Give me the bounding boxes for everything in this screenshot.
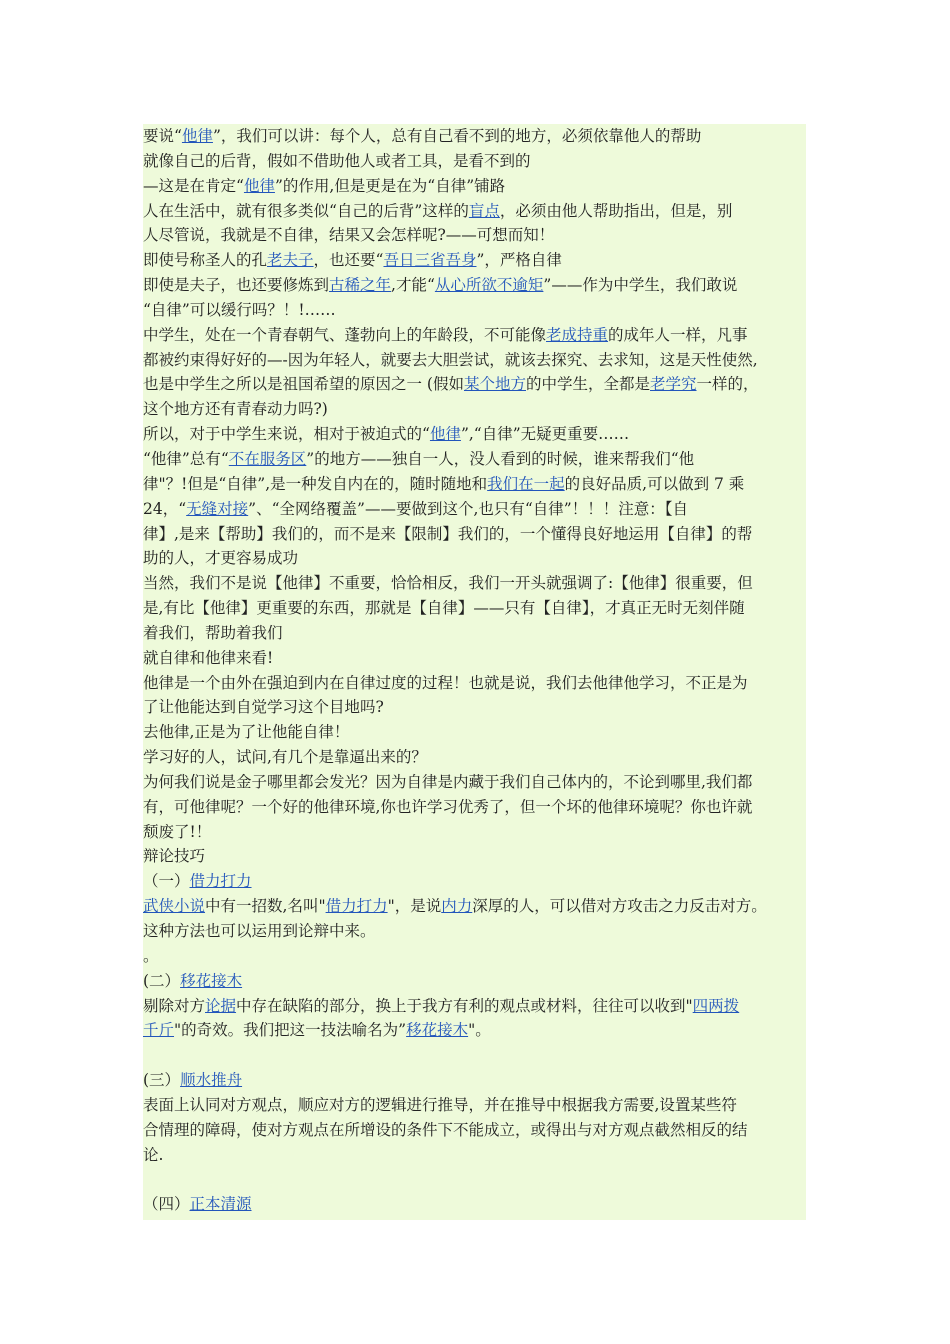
- hyperlink[interactable]: 某个地方: [463, 375, 526, 394]
- text-segment: 的良好品质,可以做到 7 乘: [564, 474, 745, 493]
- text-line: [143, 273, 806, 298]
- text-segment: 深厚的人，可以借对方攻击之力反击对方。: [472, 897, 767, 916]
- text-segment: 律"？!但是“自律”,是一种发自内在的，随时随地和: [143, 474, 488, 493]
- text-line: [143, 1143, 806, 1168]
- text-line: [143, 820, 806, 845]
- text-line: [143, 149, 806, 174]
- text-segment: ”的地方——独自一人，没人看到的时候，谁来帮我们“他: [306, 449, 695, 468]
- text-line: [143, 894, 806, 919]
- text-segment: 是,有比【他律】更重要的东西，那就是【自律】——只有【自律】，才真正无时无刻伴随: [143, 599, 745, 618]
- text-segment: ，必须由他人帮助指出，但是，别: [499, 201, 733, 220]
- text-segment: 的中学生，全都是: [526, 375, 651, 394]
- text-line: [143, 397, 806, 422]
- text-line: [143, 372, 806, 397]
- text-segment: 人在生活中，就有很多类似“自己的后背”这样的: [143, 201, 469, 220]
- text-segment: "。: [468, 1021, 491, 1040]
- text-line: [143, 546, 806, 571]
- text-line: [143, 199, 806, 224]
- text-line: [143, 621, 806, 646]
- text-line: [143, 497, 806, 522]
- hyperlink[interactable]: 老夫子: [267, 251, 314, 270]
- text-line: [143, 1068, 806, 1093]
- text-line: [143, 1118, 806, 1143]
- text-segment: （四）: [143, 1195, 190, 1214]
- hyperlink[interactable]: 他律: [243, 176, 275, 195]
- text-line: [143, 422, 806, 447]
- text-line: [143, 720, 806, 745]
- text-segment: 中存在缺陷的部分，换上于我方有利的观点或材料，往往可以收到": [236, 996, 693, 1015]
- text-segment: 表面上认同对方观点，顺应对方的逻辑进行推导，并在推导中根据我方需要,设置某些符: [143, 1095, 737, 1114]
- text-line: [143, 1192, 806, 1217]
- hyperlink[interactable]: 武侠小说: [143, 897, 206, 916]
- text-segment: 为何我们说是金子哪里都会发光？因为自律是内藏于我们自己体内的，不论到哪里,我们都: [143, 772, 753, 791]
- hyperlink[interactable]: 古稀之年: [329, 276, 392, 295]
- text-segment: 的成年人一样，凡事: [608, 325, 748, 344]
- hyperlink[interactable]: 内力: [441, 897, 473, 916]
- hyperlink[interactable]: 他律: [181, 127, 213, 145]
- text-line: [143, 298, 806, 323]
- text-line: [143, 522, 806, 547]
- text-segment: 要说“: [143, 127, 182, 145]
- text-segment: 即使是夫子，也还要修炼到: [143, 276, 330, 295]
- hyperlink[interactable]: 移花接木: [406, 1021, 469, 1040]
- text-line: [143, 646, 806, 671]
- text-segment: (三）: [143, 1071, 181, 1090]
- text-segment: 当然，我们不是说【他律】不重要，恰恰相反，我们一开头就强调了:【他律】很重要，但: [143, 574, 753, 593]
- text-line: [143, 323, 806, 348]
- text-segment: 学习好的人，试问,有几个是靠逼出来的？: [143, 748, 427, 767]
- hyperlink[interactable]: 论据: [205, 996, 237, 1015]
- text-line: [143, 795, 806, 820]
- hyperlink[interactable]: 老学究: [650, 375, 697, 394]
- hyperlink[interactable]: 四两拨: [692, 996, 740, 1015]
- hyperlink[interactable]: 借力打力: [325, 897, 388, 916]
- text-line: [143, 695, 806, 720]
- text-segment: "的奇效。我们把这一技法喻名为”: [174, 1021, 407, 1040]
- text-segment: —这是在肯定“: [143, 176, 244, 195]
- text-line: [143, 969, 806, 994]
- text-segment: ”，严格自律: [476, 251, 562, 270]
- text-segment: （一）: [143, 872, 190, 891]
- text-segment: ,才能“: [391, 276, 435, 295]
- text-segment: “他律”总有“: [143, 449, 229, 468]
- text-segment: (二）: [143, 971, 181, 990]
- text-segment: 合情理的障碍，使对方观点在所增设的条件下不能成立，或得出与对方观点截然相反的结: [143, 1120, 748, 1139]
- text-line: [143, 472, 806, 497]
- hyperlink[interactable]: 吾日三省吾身: [383, 251, 477, 270]
- hyperlink[interactable]: 千斤: [143, 1021, 175, 1040]
- text-line: [143, 174, 806, 199]
- text-line: [143, 745, 806, 770]
- text-line: [143, 994, 806, 1019]
- text-segment: 这个地方还有青春动力吗?): [143, 400, 328, 419]
- text-segment: 论.: [143, 1145, 164, 1164]
- text-segment: 一样的，: [696, 375, 759, 394]
- text-segment: 辩论技巧: [143, 847, 206, 866]
- hyperlink[interactable]: 从心所欲不逾矩: [434, 276, 544, 295]
- text-line: [143, 248, 806, 273]
- text-segment: “自律”可以缓行吗？！!……: [143, 300, 336, 319]
- text-line: [143, 348, 806, 373]
- text-segment: ”的作用,但是更是在为“自律”铺路: [274, 176, 506, 195]
- text-segment: "，是说: [387, 897, 442, 916]
- text-line: [143, 223, 806, 248]
- hyperlink[interactable]: 借力打力: [189, 872, 252, 891]
- text-segment: 了让他能达到自觉学习这个目地吗?: [143, 698, 384, 717]
- hyperlink[interactable]: 老成持重: [546, 325, 609, 344]
- text-segment: 有，可他律呢？一个好的他律环境,你也许学习优秀了，但一个坏的他律环境呢？你也许就: [143, 797, 753, 816]
- hyperlink[interactable]: 不在服务区: [228, 449, 307, 468]
- document-body: [143, 124, 806, 1220]
- text-segment: 去他律,正是为了让他能自律！: [143, 723, 350, 742]
- text-segment: 就自律和他律来看!: [143, 648, 274, 667]
- hyperlink[interactable]: 他律: [429, 425, 461, 444]
- text-line: [143, 770, 806, 795]
- text-line: [143, 1043, 806, 1068]
- text-segment: 即使号称圣人的孔: [143, 251, 268, 270]
- hyperlink[interactable]: 盲点: [468, 201, 500, 220]
- text-segment: 人尽管说，我就是不自律，结果又会怎样呢?——可想而知！: [143, 226, 555, 245]
- text-line: [143, 596, 806, 621]
- text-segment: 他律是一个由外在强迫到内在自律过度的过程！也就是说，我们去他律他学习，不正是为: [143, 673, 748, 692]
- text-line: [143, 869, 806, 894]
- text-segment: 剔除对方: [143, 996, 206, 1015]
- text-line: [143, 1093, 806, 1118]
- text-segment: 24，“: [143, 499, 187, 518]
- text-segment: 就像自己的后背，假如不借助他人或者工具，是看不到的: [143, 151, 531, 170]
- text-line: [143, 1018, 806, 1043]
- text-line: [143, 844, 806, 869]
- text-segment: 所以，对于中学生来说，相对于被迫式的“: [143, 425, 430, 444]
- hyperlink[interactable]: 无缝对接: [186, 499, 249, 518]
- text-segment: 中有一招数,名叫": [205, 897, 326, 916]
- text-segment: 这种方法也可以运用到论辩中来。: [143, 922, 376, 940]
- text-segment: 。: [143, 946, 159, 965]
- text-segment: 都被约束得好好的—-因为年轻人，就要去大胆尝试，就该去探究、去求知，这是天性使然,: [143, 350, 758, 369]
- text-line: [143, 944, 806, 969]
- text-segment: ”，我们可以讲：每个人，总有自己看不到的地方，必须依靠他人的帮助: [212, 127, 702, 145]
- text-line: [143, 919, 806, 944]
- text-segment: 助的人，才更容易成功: [143, 549, 299, 568]
- hyperlink[interactable]: 我们在一起: [487, 474, 565, 493]
- text-line: [143, 671, 806, 696]
- text-segment: 中学生，处在一个青春朝气、蓬勃向上的年龄段，不可能像: [143, 325, 547, 344]
- text-segment: 颓废了!！: [143, 822, 212, 841]
- text-segment: 律】,是来【帮助】我们的，而不是来【限制】我们的，一个懂得良好地运用【自律】的帮: [143, 524, 753, 543]
- text-line: [143, 571, 806, 596]
- text-segment: ”——作为中学生，我们敢说: [543, 276, 738, 295]
- hyperlink[interactable]: 正本清源: [189, 1195, 252, 1214]
- text-segment: ，也还要“: [313, 251, 384, 270]
- text-segment: ”、“全网络覆盖”——要做到这个,也只有“自律”！！！注意：【自: [248, 499, 688, 518]
- hyperlink[interactable]: 移花接木: [180, 971, 243, 990]
- hyperlink[interactable]: 顺水推舟: [180, 1071, 243, 1090]
- text-line: [143, 1167, 806, 1192]
- text-segment: 也是中学生之所以是祖国希望的原因之一 (假如: [143, 375, 464, 394]
- text-segment: 着我们，帮助着我们: [143, 623, 283, 642]
- text-segment: ”,“自律”无疑更重要……: [460, 425, 630, 444]
- text-line: [143, 447, 806, 472]
- text-line: [143, 124, 806, 149]
